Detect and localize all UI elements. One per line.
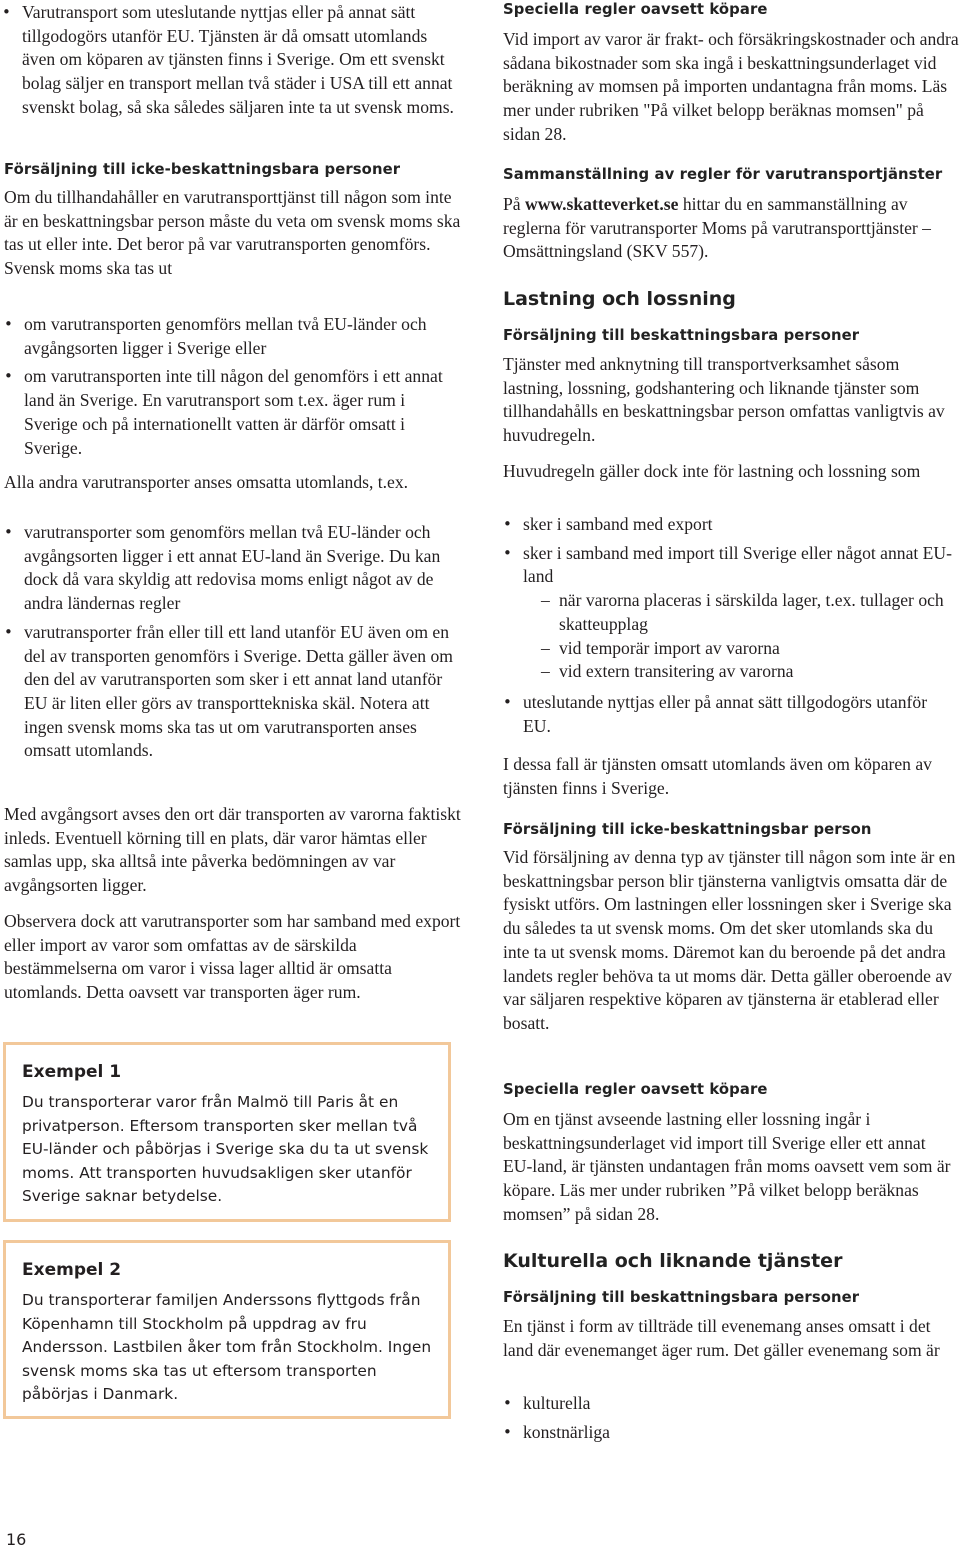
paragraph-nontaxable: Om du tillhandahåller en varutransporttjänst till någon som inte är en beskattningsbar person måste du veta om svensk moms ska tas ut eller inte. Det beror på var varutransporten genomförs. Svensk moms ska tas ut: [4, 187, 461, 279]
example-2-body: Du transporterar familjen Anderssons flyttgods från Köpenhamn till Stockholm på uppdrag av fru Andersson. Lastbilen åker tom från Stockholm. Ingen svensk moms ska tas ut eftersom transporten påbörjas i Danmark.: [22, 1291, 432, 1403]
example-1-body: Du transporterar varor från Malmö till Paris åt en privatperson. Eftersom transporten sker mellan två EU-länder och påbörjas i Sverige ska du ta ut svensk moms. Att transporten huvudsakligen sker utanför Sverige saknar betydelse.: [22, 1093, 429, 1205]
paragraph-observe: Observera dock att varutransporter som har samband med export eller import av varor som omfattas av de särskilda bestämmelserna om varor i vissa lager alltid är omsatta utomlands. Detta oavsett var transporten äger rum.: [4, 911, 461, 1003]
list-item: • konstnärliga: [503, 1421, 959, 1445]
page-number: 16: [6, 1530, 27, 1549]
section-heading-nontaxable-2: Försäljning till icke-beskattningsbar person: [503, 821, 872, 838]
skatteverket-link[interactable]: www.skatteverket.se: [525, 194, 679, 214]
mainrule-bullet-list: [503, 513, 959, 684]
dash-item: – när varorna placeras i särskilda lager, t.ex. tullager och skatteupplag: [503, 589, 959, 636]
dash-list: [503, 589, 959, 684]
intro-bullet-list: [2, 1, 462, 125]
swedish-vat-bullet-list: [4, 313, 462, 465]
example-1-box: [3, 1042, 451, 1222]
example-1-title: Exempel 1: [22, 1062, 122, 1082]
heading-cultural: Kulturella och liknande tjänster: [503, 1250, 843, 1272]
section-heading-nontaxable: Försäljning till icke-beskattningsbara personer: [4, 161, 401, 178]
paragraph-others: Alla andra varutransporter anses omsatta utomlands, t.ex.: [4, 472, 409, 492]
section-heading-taxable: Försäljning till beskattningsbara personer: [503, 327, 860, 344]
cultural-bullet-list: [503, 1392, 959, 1449]
section-heading-taxable-2: Försäljning till beskattningsbara personer: [503, 1289, 860, 1306]
list-item: • om varutransporten genomförs mellan två EU-länder och avgångsorten ligger i Sverige eller: [4, 313, 462, 360]
summary-rest: hittar du en sammanställning av reglerna för varutransporter Moms på varutransporttjänster – Omsättningsland (SKV 557).: [503, 194, 931, 262]
paragraph-special-1: Vid import av varor är frakt- och försäkringskostnader och andra sådana bikostnader som ska ingå i beskattningsunderlaget vid beräkning av momsen på importen undantagna från moms. Läs mer under rubriken "På vilket belopp beräknas momsen" på sidan 28.: [503, 29, 959, 144]
paragraph-cases: I dessa fall är tjänsten omsatt utomlands även om köparen av tjänsten finns i Sverige.: [503, 754, 932, 798]
outside-bullet-list: [503, 691, 959, 743]
heading-loading-unloading: Lastning och lossning: [503, 288, 736, 310]
dash-item: – vid extern transitering av varorna: [503, 660, 959, 684]
paragraph-cultural: En tjänst i form av tillträde till evenemang anses omsatt i det land där evenemanget äger rum. Det gäller evenemang som är: [503, 1316, 940, 1360]
list-item: • uteslutande nyttjas eller på annat sätt tillgodogörs utanför EU.: [503, 691, 959, 738]
list-item: • om varutransporten inte till någon del genomförs i ett annat land än Sverige. En varutransport som t.ex. äger rum i Sverige och på internationellt vatten är därför omsatt i Sverige.: [4, 365, 462, 460]
list-item: • varutransporter som genomförs mellan två EU-länder och avgångsorten ligger i ett annat EU-land än Sverige. Du kan dock då vara skyldig att redovisa moms enligt något av de andra ländernas regler: [4, 521, 462, 616]
abroad-bullet-list: [4, 521, 462, 768]
list-item: • varutransporter från eller till ett land utanför EU även om en del av transporten genomförs i Sverige. Detta gäller även om den del av varutransporten som sker i ett annat land utanför EU är liten eller görs av transporttekniska skäl. Notera att ingen svensk moms ska tas ut om varutransporten anses omsatt utomlands.: [4, 621, 462, 763]
section-heading-special-1: Speciella regler oavsett köpare: [503, 1, 768, 18]
paragraph-nontaxable-2: Vid försäljning av denna typ av tjänster till någon som inte är en beskattningsbar person blir tjänsterna vanligtvis omsatta där de fysiskt utförs. Om lastningen eller lossningen sker i Sverige ska du således ta ut svensk moms. Om det sker utomlands ska du inte ta ut svensk moms. Däremot kan du beroende på det andra landets regler behöva ta ut moms där. Detta gäller oberoende av var säljaren respektive köparen av tjänsterna är etablerad eller bosatt.: [503, 847, 956, 1033]
section-heading-summary: Sammanställning av regler för varutransportjänster: [503, 166, 943, 183]
example-2-title: Exempel 2: [22, 1260, 122, 1280]
list-item: • sker i samband med export: [503, 513, 959, 537]
paragraph-departure: Med avgångsort avses den ort där transporten av varorna faktiskt inleds. Eventuell körning till en plats, där varor hämtas eller samlas upp, ska alltså inte påverka bedömningen av var avgångsorten ligger.: [4, 804, 461, 896]
list-item: • kulturella: [503, 1392, 959, 1416]
paragraph-mainrule: Huvudregeln gäller dock inte för lastning och lossning som: [503, 461, 921, 481]
summary-prefix: På: [503, 194, 525, 214]
paragraph-summary: [503, 193, 959, 264]
list-item: • Varutransport som uteslutande nyttjas eller på annat sätt tillgodogörs utanför EU. Tjänsten är då omsatt utomlands även om köparen av tjänsten finns i Sverige. Om ett svenskt bolag säljer en transport mellan två städer i USA till ett annat svenskt bolag, så ska således säljaren inte ta ut svensk moms.: [2, 1, 462, 120]
paragraph-taxable: Tjänster med anknytning till transportverksamhet såsom lastning, lossning, godshantering och liknande tjänster som tillhandahålls en beskattningsbar person omfattas vanligtvis av huvudregeln.: [503, 354, 945, 446]
section-heading-special-2: Speciella regler oavsett köpare: [503, 1081, 768, 1098]
example-2-box: [3, 1240, 451, 1419]
dash-item: – vid temporär import av varorna: [503, 637, 959, 661]
list-item: [503, 542, 959, 684]
paragraph-special-2: Om en tjänst avseende lastning eller lossning ingår i beskattningsunderlaget vid import till Sverige eller ett annat EU-land, är tjänsten undantagen från moms oavsett vem som är köpare. Läs mer under rubriken ”På vilket belopp beräknas momsen” på sidan 28.: [503, 1109, 951, 1224]
import-bullet-text: sker i samband med import till Sverige eller något annat EU-land: [523, 542, 952, 587]
